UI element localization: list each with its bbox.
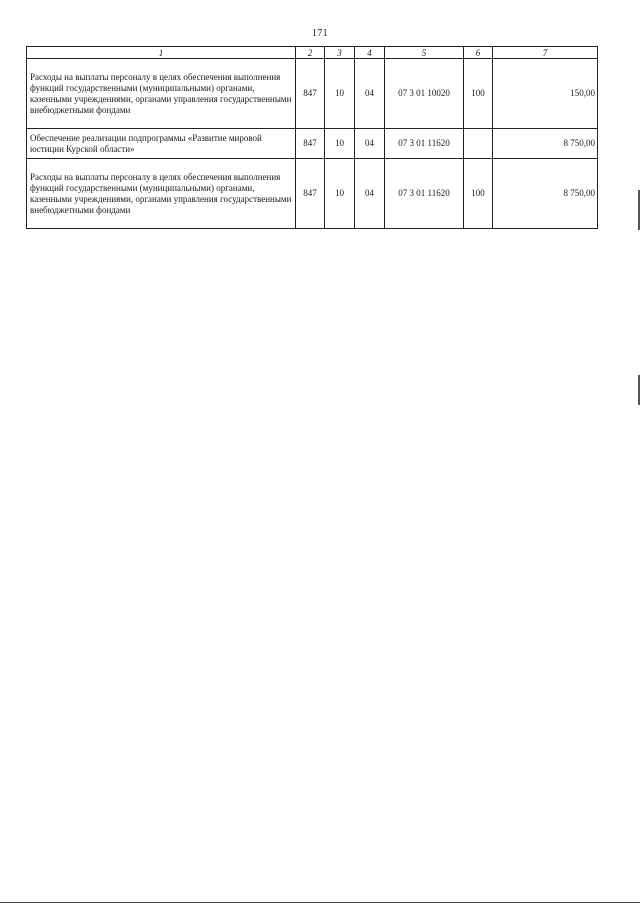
row-type <box>464 129 493 159</box>
row-target: 07 3 01 11620 <box>385 159 464 229</box>
column-header-7: 7 <box>493 47 598 59</box>
column-header-1: 1 <box>27 47 296 59</box>
row-subsection: 04 <box>355 129 385 159</box>
column-header-6: 6 <box>464 47 493 59</box>
row-name: Расходы на выплаты персоналу в целях обеспечения выполнения функций государственными (муниципальными) органами, казенными учреждениями, органами управления государственными внебюджетными фондами <box>27 59 296 129</box>
row-target: 07 3 01 11620 <box>385 129 464 159</box>
row-amount: 8 750,00 <box>493 159 598 229</box>
page-number: 171 <box>312 28 328 39</box>
row-subsection: 04 <box>355 159 385 229</box>
table-header-row <box>27 47 598 59</box>
column-header-3: 3 <box>325 47 355 59</box>
row-name: Обеспечение реализации подпрограммы «Развитие мировой юстиции Курской области» <box>27 129 296 159</box>
column-header-5: 5 <box>385 47 464 59</box>
scan-bottom-line <box>0 902 640 903</box>
budget-table <box>26 46 598 229</box>
row-section: 10 <box>325 59 355 129</box>
row-code: 847 <box>296 159 325 229</box>
table-row <box>27 159 598 229</box>
row-amount: 150,00 <box>493 59 598 129</box>
row-subsection: 04 <box>355 59 385 129</box>
row-amount: 8 750,00 <box>493 129 598 159</box>
row-section: 10 <box>325 159 355 229</box>
row-name: Расходы на выплаты персоналу в целях обеспечения выполнения функций государственными (муниципальными) органами, казенными учреждениями, органами управления государственными внебюджетными фондами <box>27 159 296 229</box>
row-target: 07 3 01 10020 <box>385 59 464 129</box>
column-header-2: 2 <box>296 47 325 59</box>
table-row <box>27 59 598 129</box>
row-section: 10 <box>325 129 355 159</box>
column-header-4: 4 <box>355 47 385 59</box>
row-code: 847 <box>296 129 325 159</box>
row-type: 100 <box>464 59 493 129</box>
row-type: 100 <box>464 159 493 229</box>
table-row <box>27 129 598 159</box>
row-code: 847 <box>296 59 325 129</box>
